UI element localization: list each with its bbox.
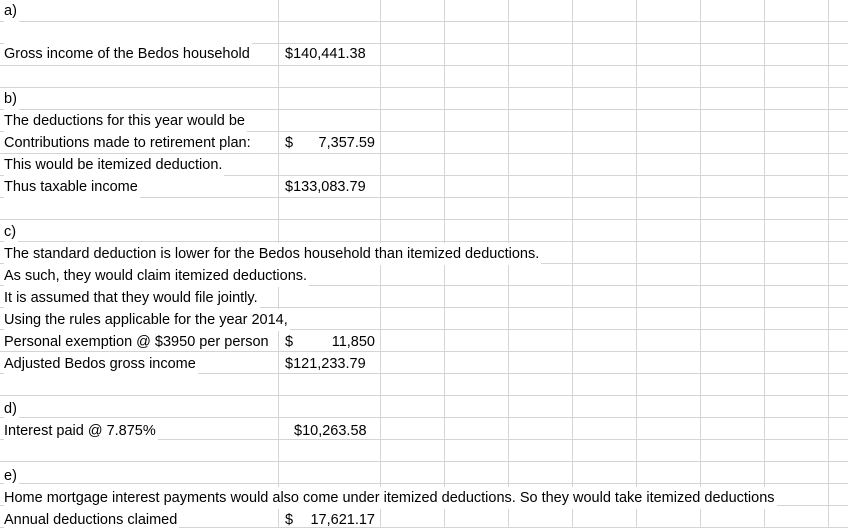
row-divider bbox=[0, 241, 848, 242]
currency-symbol: $ bbox=[285, 512, 294, 528]
column-divider bbox=[572, 0, 573, 528]
amount: 17,621.17 bbox=[310, 512, 375, 528]
itemized-note-text[interactable]: This would be itemized deduction. bbox=[4, 154, 224, 176]
annual-deductions-value[interactable] bbox=[285, 509, 375, 528]
section-c-label[interactable]: c) bbox=[4, 221, 18, 243]
column-divider bbox=[636, 0, 637, 528]
currency-symbol: $ bbox=[285, 135, 294, 151]
section-e-label[interactable]: e) bbox=[4, 465, 19, 487]
adjusted-gross-income-label[interactable]: Adjusted Bedos gross income bbox=[4, 353, 198, 375]
currency-symbol: $ bbox=[285, 334, 294, 350]
annual-deductions-label[interactable]: Annual deductions claimed bbox=[4, 509, 179, 528]
adjusted-gross-income-value[interactable]: $121,233.79 bbox=[285, 356, 366, 372]
row-divider bbox=[0, 483, 848, 484]
amount: 7,357.59 bbox=[318, 135, 375, 151]
column-divider bbox=[828, 0, 829, 528]
taxable-income-label[interactable]: Thus taxable income bbox=[4, 176, 140, 198]
mortgage-interest-text[interactable]: Home mortgage interest payments would also come under itemized deductions. So they would take itemized deductions bbox=[4, 487, 777, 509]
amount: 11,850 bbox=[331, 334, 375, 350]
section-a-label[interactable]: a) bbox=[4, 0, 19, 22]
retirement-contributions-label[interactable]: Contributions made to retirement plan: bbox=[4, 135, 251, 151]
row-divider bbox=[0, 395, 848, 396]
section-b-label[interactable]: b) bbox=[4, 88, 19, 110]
standard-deduction-text[interactable]: The standard deduction is lower for the Bedos household than itemized deductions. bbox=[4, 243, 541, 265]
row-divider bbox=[0, 65, 848, 66]
row-divider bbox=[0, 417, 848, 418]
file-jointly-text[interactable]: It is assumed that they would file jointly. bbox=[4, 287, 260, 309]
personal-exemption-label[interactable]: Personal exemption @ $3950 per person bbox=[4, 334, 269, 350]
interest-paid-label[interactable]: Interest paid @ 7.875% bbox=[4, 420, 158, 442]
claim-itemized-text[interactable]: As such, they would claim itemized deductions. bbox=[4, 265, 309, 287]
column-divider bbox=[700, 0, 701, 528]
gross-income-label[interactable]: Gross income of the Bedos household bbox=[4, 43, 252, 65]
row-divider bbox=[0, 87, 848, 88]
section-d-label[interactable]: d) bbox=[4, 398, 19, 420]
personal-exemption-value[interactable] bbox=[285, 331, 375, 353]
row-divider bbox=[0, 461, 848, 462]
row-divider bbox=[0, 21, 848, 22]
deductions-intro-text[interactable]: The deductions for this year would be bbox=[4, 110, 247, 132]
interest-paid-value[interactable]: $10,263.58 bbox=[294, 423, 367, 439]
taxable-income-value[interactable]: $133,083.79 bbox=[285, 179, 366, 195]
retirement-contributions-value[interactable] bbox=[285, 132, 375, 154]
column-divider bbox=[764, 0, 765, 528]
gross-income-value[interactable]: $140,441.38 bbox=[285, 46, 366, 62]
rules-2014-text[interactable]: Using the rules applicable for the year 2014, bbox=[4, 309, 290, 331]
row-divider bbox=[0, 219, 848, 220]
